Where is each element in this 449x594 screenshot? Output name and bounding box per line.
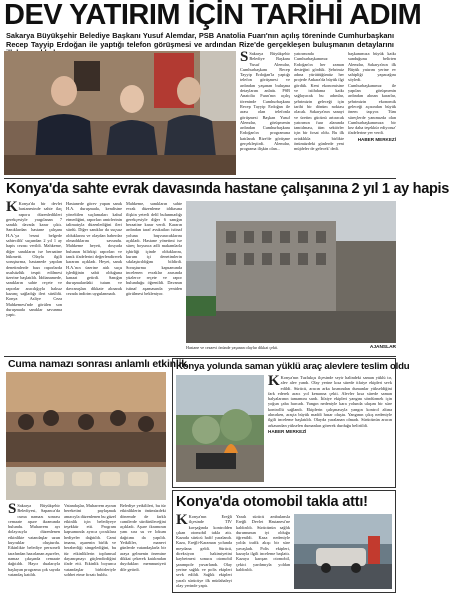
crashed-car-image (294, 514, 392, 589)
burning-truck-image (176, 375, 264, 482)
story2-headline: Konya'da sahte evrak davasında hastane çalışanına 2 yıl 1 ay hapis (6, 181, 449, 197)
bottom-story-column-2: Yaralı sürücü ambulansla Ereğli Devlet Hastanesi'ne kaldırıldı. Sürücünün sağlık durumunun iyi olduğu öğrenildi. Kaza nedeniyle yolda trafik akışı bir süre yavaşladı. Polis ekipleri, kazayla ilgili inceleme başlattı. Kazaya karışan otomobil, çekici yardımıyla yoldan kaldırıldı. (236, 514, 290, 572)
bottom-story-photo (294, 514, 392, 589)
hospital-building-image (186, 201, 396, 343)
main-photo (4, 51, 236, 175)
main-headline: DEV YATIRIM İÇİN TARİHİ ADIM (4, 0, 422, 31)
box-left-photo (6, 372, 166, 500)
story2-photo-credit: AJANSLAR (369, 345, 396, 350)
story2-photo-caption: Hastane ve cezaevi önünde yaşanan olaylar dikkat çekti. (186, 345, 279, 350)
box-right-top-body: K Konya'nın Tuzlukçu ilçesinde seyir halindeki saman yüklü tır, alev alev yandı. Olay yerine kısa sürede itfaiye ekipleri sevk edildi. Sürücü, aracın arka kısmından dumanlar yükseldiğini fark ederek aracı yol kenarına çekti. Alevler kısa sürede saman balyalarının tamamını sardı. İtfaiye ekipleri yangını söndürmek için yoğun çaba harcadı. Yangın nedeniyle kara yolunda ulaşım bir süre kontrollü sağlandı. Ekiplerin çalışmasıyla yangın kontrol altına alınırken, araçta büyük maddi hasar oluştu. Yangının çıkış nedeniyle ilgili inceleme başlatıldı. Olayda yaralanan olmadı. Sürücünün aracın arkasından yükselen dumanları görerek durduğu belirtildi. HABER MERKEZİ (268, 373, 392, 434)
box-right-top-author: HABER MERKEZİ (268, 428, 307, 434)
box-left-column-1: S Sakarya Büyükşehir Belediyesi, Sapanca'da cuma namazı sonrası cemaate aşure ikramında bulundu. Muharrem ayı dolayısıyla düzenlenen etkinlikte vatandaşlar uzun kuyruklar oluşturdu. Etkinlikte belediye personeli tarafından hazırlanan aşureler, namaz çıkışında cemaate dağıtıldı. Hayır dualarıyla başlayan programa çok sayıda vatandaş katıldı. (8, 501, 60, 577)
divider (4, 356, 396, 357)
drop-cap: S (8, 501, 17, 517)
box-left-column-3: Belediye yetkilileri, bu tür etkinliklerin önümüzdeki dönemde de farklı camilerde sürdürüleceğini açıkladı. Aşure ikramının yanı sıra su ve lokum dağıtımı da yapıldı. Yetkililer, manevi günlerde vatandaşlarla bir araya gelmenin önemine dikkat çekerek katılımdan duydukları memnuniyeti dile getirdi. (120, 503, 166, 572)
drop-cap: S (240, 49, 249, 65)
story1-column-2: yatırımında Cumhurbaşkanımız Erdoğan'ın her zaman desteğini gördük. Şehrimiz adına yürüttüğümüz her projede Ankara'da büyük ilgi gördük. Kent ekonomisine ve istihdama katkı sağlayacak bu adımlar, şehrimizin geleceği için tarihi bir dönüm noktası olacak. Sakarya'nın sanayi ve üretim gücünü artıracak yatırımın fuar alanında tanıtılması, tüm sektörler için bir fırsat oldu. Bu ilk ortaklıkla birlikte önümüzdeki günlerde yeni müjdeler de gelecek' dedi. (294, 51, 344, 152)
story2-column-3: Mahkeme, sanıkların sahte evrak düzenleme iddiasına ilişkin yeterli delil bulunmadığı gerekçesiyle diğer 6 sanığın beraatine karar verdi. Kararın ardından taraf avukatları istinaf yoluna başvuracaklarını açıkladı. Hastane yönetimi ise süreç boyunca adli makamlarla işbirliği içinde olduklarını, kurum içi denetimlerin sıkılaştırıldığını bildirdi. Soruşturma kapsamında incelenen evraklar arasında yüzlerce reçete ve rapor bulunduğu öğrenildi. Davanın istinaf aşamasında yeniden görülmesi bekleniyor. (126, 201, 182, 297)
story2-photo (186, 201, 396, 343)
charity-event-image (6, 372, 166, 500)
meeting-photo-image (4, 51, 236, 175)
main-subheadline: Sakarya Büyükşehir Belediye Başkanı Yusuf Alemdar, PSB Anatolia Fuarı'nın açılış töreninde Cumhurbaşkanı Recep Tayyip Erdoğan ile yaptığı telefon görüşmesi ve ardından Rize'de gerçekleşen buluşmanın detaylarını (6, 31, 394, 49)
bottom-story-column-1: K Konya'nın Ereğli ilçesinde TIV kavşağında kontrolden çıkan otomobil takla attı. Kazada sürücü hafif yaralandı. Kaza, Ereğli-Karaman yolunda meydana geldi. Sürücü, direksiyon hakimiyetini kaybetmesi sonucu otomobil şarampole yuvarlandı. Olay yerine sağlık ve polis ekipleri sevk edildi. Sağlık ekipleri yaralı sürücüye ilk müdahaleyi olay yerinde yaptı. (176, 512, 232, 588)
box-right-top-headline: Konya yolunda saman yüklü araç alevlere teslim oldu (176, 361, 410, 372)
drop-cap: K (268, 373, 280, 389)
story1-column-3: başkanımıza büyük katkı sunduğunu belirten Alemdar, Sakarya'nın ilk Büyük yatırım yerine ev sahipliği yapacağını söyledi. Cumhurbaşkanımız ile yapılan görüşmenin ardından alınan kararlar, şehrimizin ekonomik geleceği açısından büyük önem taşıyor. Tüm süreçlerde yanımızda olan Cumhurbaşkanımıza bir kez daha teşekkür ediyoruz' ifadelerine yer verdi. HABER MERKEZİ (348, 51, 396, 142)
divider (4, 178, 396, 179)
story2-column-1: K Konya'da bir devlet hastanesinde sahte ilaç raporu düzenledikleri gerekçesiyle yargılanan 7 sanıklı davada karar çıktı. Sanıklardan hastane çalışanı H.A.'ya 'resmi belgede sahtecilik' suçundan 2 yıl 1 ay hapis cezası verildi. Mahkeme, diğer sanıkların ise beraatine hükmetti. Olayla ilgili soruşturma, hastanede yapılan denetimlerde bazı raporlarda usulsüzlük tespit edilmesi üzerine başlatıldı. İddianamede, sanıkların sahte reçete ve raporlar aracılığıyla haksız kazanç sağladığı ileri sürüldü. Konya Asliye Ceza Mahkemesi'nde görülen son duruşmada sanıklar savunma yaptı. (6, 199, 62, 318)
box-left-column-2: Vatandaşlar, Muharrem ayının bereketini paylaşmak amacıyla düzenlenen bu güzel etkinlik için belediyeye teşekkür etti. Program kapsamında ayrıca çocuklara hediyeler dağıtıldı. Cami imamı, aşurenin birlik ve beraberliği simgelediğini, bu tür etkinliklerin toplumsal dayanışmayı güçlendirdiğini ifade etti. Etkinlik boyunca vatandaşlar birbirleriyle sohbet etme fırsatı buldu. (64, 503, 116, 577)
box-left-headline: Cuma namazı sonrası anlamlı etkinlik (8, 358, 187, 370)
bottom-headline: Konya'da otomobil takla attı! (176, 494, 368, 510)
story1-column-1: S Sakarya Büyükşehir Belediye Başkanı Yusuf Alemdar, Cumhurbaşkanı Recep Tayyip Erdoğan'la yaptığı telefon görüşmesi ve ardından yaşanan buluşma detaylarını anlattı. PSB Anatolia Fuarı'nın açılış töreninde Cumhurbaşkanı Recep Tayyip Erdoğan ile arası olan telefonla görüşmesi Başkan Yusuf Alemdar, görüşmenin ardından Cumhurbaşkanı Erdoğan'ın programına katılarak Rize'de görüşme gerçekleştirdi. Alemdar, programa ilişkin olan... (240, 49, 290, 152)
story1-author: HABER MERKEZİ (357, 136, 396, 142)
story2-column-2: Hastanede görev yapan sanık H.A. duruşmada, kendisine yöneltilen suçlamaları kabul etmediğini, raporları amirlerinin talimatıyla düzenlediğini ileri sürdü. Diğer sanıklar da suçsuz olduklarını ve olaydan haberdar olmadıklarını savundu. Mahkeme heyeti, dosyada bulunan bilirkişi raporları ve tanık ifadelerini değerlendirerek kararını açıkladı. Heyet, sanık H.A.'nın üzerine atılı suçu işlediğinin sabit olduğuna kanaat getirdi. Sanığın duruşmalardaki tutum ve davranışları dikkate alınarak cezada indirim uygulanmadı. (66, 201, 122, 297)
box-right-top-photo (176, 375, 264, 482)
drop-cap: K (176, 512, 188, 528)
drop-cap: K (6, 199, 18, 215)
